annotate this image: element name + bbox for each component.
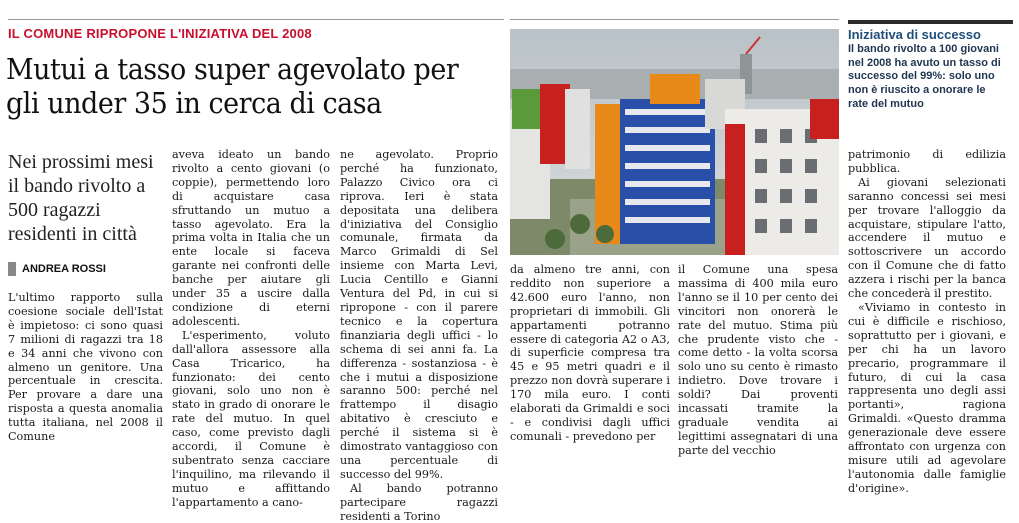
paragraph: Al bando potranno partecipare ragazzi residenti a Torino (340, 481, 498, 523)
article-kicker: IL COMUNE RIPROPONE L'INIZIATIVA DEL 2008 (8, 26, 312, 41)
sidebar-rule (848, 20, 1013, 24)
article-column-1 (8, 291, 163, 444)
article-column-6 (848, 148, 1006, 496)
paragraph: «Viviamo in contesto in cui è difficile e rischioso, soprattutto per i giovani, e per chi ha un lavoro precario, programmare il futuro, di cui la casa rappresenta uno degli assi portanti», ragiona Grimaldi. «Questo dramma generazionale deve essere affrontato con urgenza con misure utili ad agevolare l'autonomia dalle famiglie d'origine». (848, 300, 1006, 495)
photo-illustration (510, 29, 839, 255)
article-deck: Nei prossimi mesi il bando rivolto a 500 ragazzi residenti in città (8, 151, 154, 245)
sidebar-text: Il bando rivolto a 100 giovani nel 2008 ha avuto un tasso di successo del 99%: solo uno non è riuscito a onorare le rate del mutuo (848, 43, 1001, 110)
article-byline (8, 262, 106, 276)
paragraph: patrimonio di edilizia pubblica. (848, 148, 1006, 175)
apartment-buildings-photo (510, 29, 839, 255)
paragraph: da almeno tre anni, con reddito non superiore a 42.600 euro l'anno, non proprietari di immobili. Gli appartamenti potranno essere di categoria A2 o A3, di superficie compresa tra 45 e 95 metri quadri e il prezzo non dovrà superare i 170 mila euro. I conti elaborati da Grimaldi e soci - e condivisi dagli uffici comunali - prevedono per (510, 263, 670, 443)
byline-author: ANDREA ROSSI (22, 262, 106, 275)
byline-marker-icon (8, 262, 16, 276)
paragraph: Ai giovani selezionati saranno concessi sei mesi per trovare l'alloggio da acquistare, stipulare l'atto, accendere il mutuo e sottoscrivere un accordo con il Comune che di fatto azzera i rischi per la banca che concederà il prestito. (848, 175, 1006, 301)
paragraph: L'ultimo rapporto sulla coesione sociale dell'Istat è impietoso: ci sono quasi 7 milioni di ragazzi tra 18 e 34 anni che vivono con almeno un genitore. Una percentuale in crescita. Per provare a dare una risposta a questa anomalia tutta italiana, nel 2008 il Comune (8, 291, 163, 444)
paragraph: L'esperimento, voluto dall'allora assessore alla Casa Tricarico, ha funzionato: dei cento giovani, solo uno non è stato in grado di onorare le rate del mutuo. In quel caso, come previsto dagli accordi, il Comune è subentrato senza cacciare l'inquilino, ma rilevando il mutuo e affittando l'appartamento a cano- (172, 328, 330, 509)
article-column-3 (340, 148, 498, 523)
sidebar-title: Iniziativa di successo (848, 27, 981, 42)
paragraph: aveva ideato un bando rivolto a cento giovani (o coppie), permettendo loro di acquistare casa sfruttando un mutuo a tasso agevolato. Era la prima volta in Italia che un ente locale si faceva garante nei confronti delle banche per aiutare gli under 35 a uscire dalla condizione di eterni adolescenti. (172, 148, 330, 328)
article-column-4 (510, 263, 670, 444)
photo-top-rule (510, 19, 839, 20)
article-column-5 (678, 263, 838, 458)
paragraph: ne agevolato. Proprio perché ha funzionato, Palazzo Civico ora ci riprova. Ieri è stata depositata una delibera d'iniziativa del Consiglio comunale, firmata da Marco Grimaldi di Sel insieme con Marta Levi, Lucia Centillo e Gianni Ventura del Pd, in cui si ripropone - con il parere tecnico e la copertura finanziaria degli uffici - lo schema di sei anni fa. La differenza - sostanziosa - è che i mutui a disposizione saranno 500: perché nel frattempo il disagio abitativo è cresciuto e perché il sistema si è dimostrato vantaggioso con una percentuale di successo del 99%. (340, 148, 498, 481)
kicker-rule (8, 19, 504, 20)
article-headline: Mutui a tasso super agevolato per gli under 35 in cerca di casa (6, 52, 459, 120)
paragraph: il Comune una spesa massima di 400 mila euro l'anno se il 10 per cento dei vincitori non onorerà le rate del mutuo. Stima più che prudente visto che - come detto - la volta scorsa solo uno su cento è rimasto indietro. Dove trovare i soldi? Dai proventi incassati tramite la graduale vendita ai legittimi assegnatari di una parte del vecchio (678, 263, 838, 457)
article-column-2 (172, 148, 330, 510)
